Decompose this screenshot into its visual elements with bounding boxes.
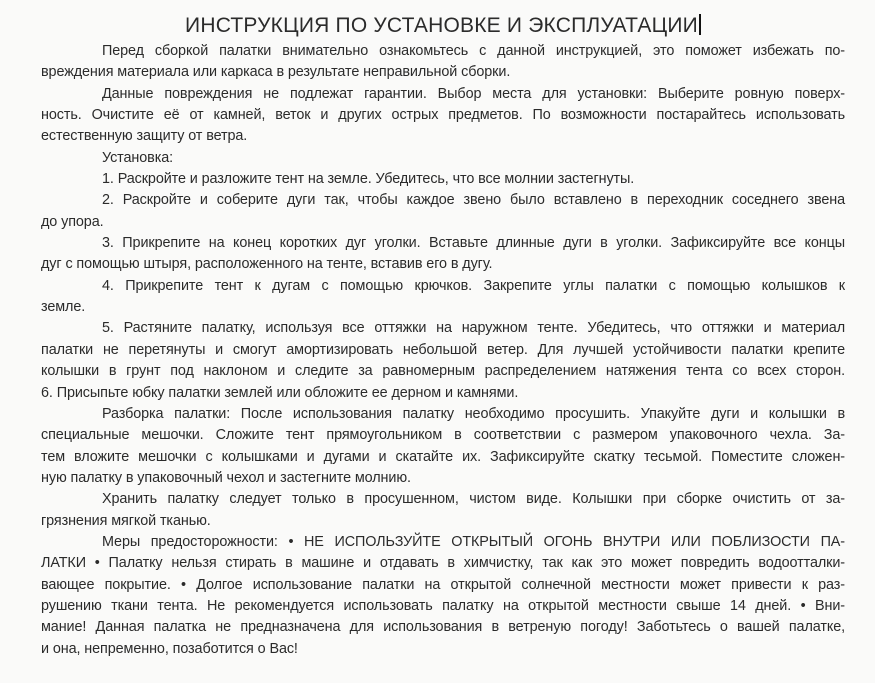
text-line[interactable]: специальные мешочки. Сложите тент прямоугольником в соответствии с размером упаковочного чехла. За- — [41, 427, 845, 444]
text-line[interactable]: Данные повреждения не подлежат гарантии. Выбор места для установки: Выберите ровную поверх- — [102, 85, 845, 102]
text-cursor-caret — [699, 14, 701, 35]
text-line[interactable]: вреждения материала или каркаса в результате неправильной сборки. — [41, 64, 511, 81]
text-line[interactable]: дуг с помощью штыря, расположенного на тенте, вставив его в дугу. — [41, 256, 493, 273]
text-line[interactable]: 6. Присыпьте юбку палатки землей или обложите ее дерном и камнями. — [41, 384, 519, 401]
text-line[interactable]: рушению ткани тента. Не рекомендуется использовать палатку на открытой местности свыше 14 дней. • Вни- — [41, 597, 845, 614]
text-line[interactable]: 2. Раскройте и соберите дуги так, чтобы каждое звено было вставлено в переходник соседнего звена — [102, 192, 845, 209]
text-line[interactable]: и она, непременно, позаботится о Вас! — [41, 640, 298, 657]
document-body — [41, 41, 845, 660]
text-line[interactable]: грязнения мягкой тканью. — [41, 512, 211, 529]
text-line[interactable]: ность. Очистите её от камней, веток и других острых предметов. По возможности постарайтесь использовать — [41, 107, 845, 124]
text-line[interactable]: ЛАТКИ • Палатку нельзя стирать в машине и отдавать в химчистку, так как это может повредить водоотталки- — [41, 555, 845, 572]
document-title-line[interactable] — [41, 11, 845, 41]
text-line[interactable]: 3. Прикрепите на конец коротких дуг уголки. Вставьте длинные дуги в уголки. Зафиксируйте все концы — [102, 235, 845, 252]
text-line[interactable]: палатки не перетянуты и смогут амортизировать небольшой ветер. Для лучшей устойчивости палатки крепите — [41, 341, 845, 358]
text-line[interactable]: 1. Раскройте и разложите тент на земле. Убедитесь, что все молнии застегнуты. — [102, 171, 635, 188]
text-line[interactable]: вающее покрытие. • Долгое использование палатки на открытой солнечной местности может привести к раз- — [41, 576, 845, 593]
text-line[interactable]: тем вложите мешочки с колышками и дугами и скатайте их. Зафиксируйте скатку тесьмой. Поместите сложен- — [41, 448, 845, 465]
text-line[interactable]: до упора. — [41, 213, 104, 230]
text-line[interactable]: естественную защиту от ветра. — [41, 128, 248, 145]
text-line[interactable]: 5. Растяните палатку, используя все оттяжки на наружном тенте. Убедитесь, что оттяжки и материал — [102, 320, 845, 337]
text-line[interactable]: Разборка палатки: После использования палатку необходимо просушить. Упакуйте дуги и колышки в — [102, 405, 845, 422]
text-line[interactable]: колышки в грунт под наклоном и следите за равномерным распределением натяжения тента со всех сторон. — [41, 363, 845, 380]
document-page — [0, 11, 875, 683]
text-line[interactable]: ную палатку в упаковочный чехол и застегните молнию. — [41, 469, 411, 486]
text-line[interactable]: Меры предосторожности: • НЕ ИСПОЛЬЗУЙТЕ ОТКРЫТЫЙ ОГОНЬ ВНУТРИ ИЛИ ПОБЛИЗОСТИ ПА- — [102, 533, 845, 550]
text-line[interactable]: мание! Данная палатка не предназначена для использования в ветреную погоду! Заботьтесь о вашей палатке, — [41, 619, 845, 636]
document-title: ИНСТРУКЦИЯ ПО УСТАНОВКЕ И ЭКСПЛУАТАЦИИ — [185, 14, 698, 37]
text-line[interactable]: Перед сборкой палатки внимательно ознакомьтесь с данной инструкцией, это поможет избежать по- — [102, 43, 845, 59]
text-line[interactable]: 4. Прикрепите тент к дугам с помощью крючков. Закрепите углы палатки с помощью колышков к — [102, 277, 845, 294]
text-line[interactable]: земле. — [41, 299, 86, 316]
text-line[interactable]: Установка: — [102, 149, 174, 166]
text-line[interactable]: Хранить палатку следует только в просушенном, чистом виде. Колышки при сборке очистить от за- — [102, 491, 845, 508]
